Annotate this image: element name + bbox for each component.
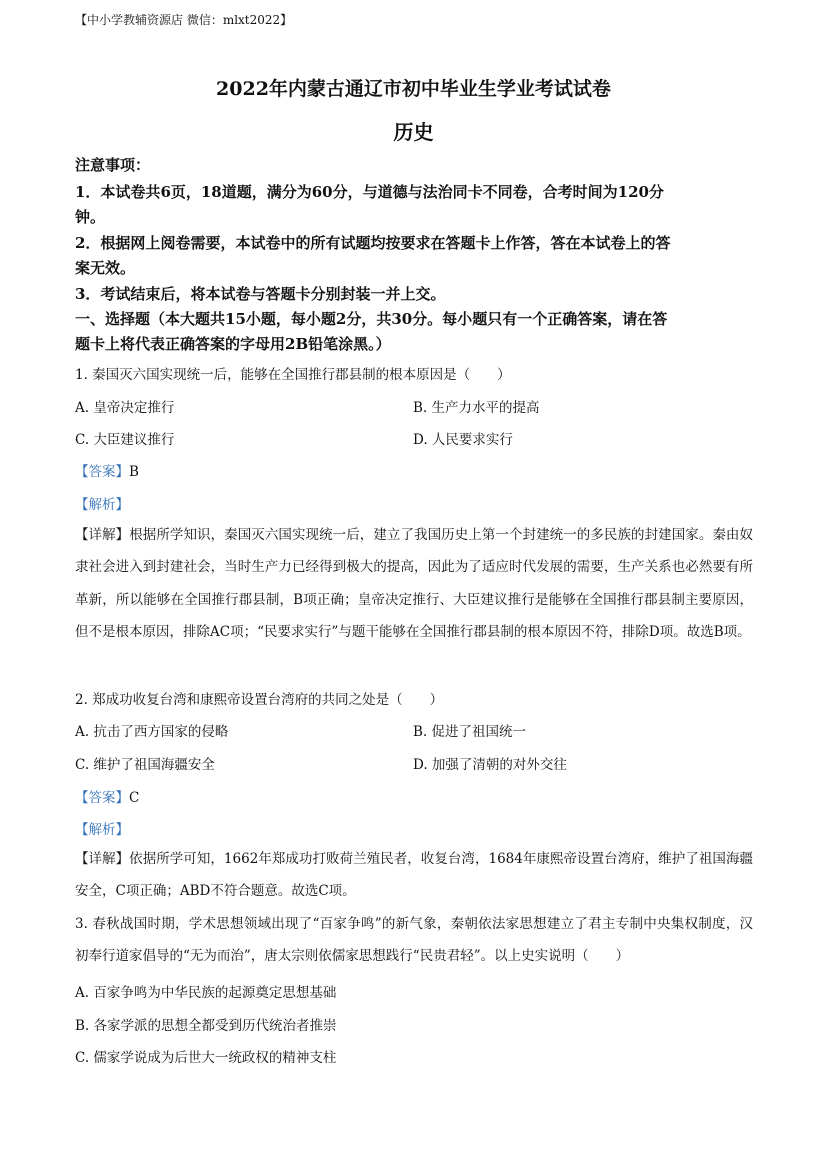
answer-label: 【答案】: [75, 790, 129, 806]
notice-heading: 注意事项：: [75, 156, 151, 174]
question-1-analysis-label: 【解析】: [75, 497, 129, 513]
question-2-option-a: A. 抗击了西方国家的侵略: [75, 724, 229, 740]
question-2-analysis-label: 【解析】: [75, 822, 129, 838]
notice-item: 2．根据网上阅卷需要，本试卷中的所有试题均按要求在答题卡上作答，答在本试卷上的答: [75, 234, 671, 252]
question-1-option-c: C. 大臣建议推行: [75, 432, 175, 448]
section-heading: 一、选择题（本大题共15小题，每小题2分，共30分。每小题只有一个正确答案，请在答: [75, 310, 668, 328]
notice-item: 1．本试卷共6页，18道题，满分为60分，与道德与法治同卡不同卷，合考时间为120分: [75, 183, 664, 201]
question-2-answer: [75, 786, 139, 806]
question-2-option-b: B. 促进了祖国统一: [413, 724, 527, 740]
question-2-option-d: D. 加强了清朝的对外交往: [413, 757, 567, 773]
question-2-stem: 2. 郑成功收复台湾和康熙帝设置台湾府的共同之处是（ ）: [75, 692, 444, 708]
answer-value: B: [129, 464, 139, 480]
question-1-option-d: D. 人民要求实行: [413, 432, 513, 448]
question-3-stem: 3. 春秋战国时期，学术思想领域出现了“百家争鸣”的新气象，秦朝依法家思想建立了君主专制中央集权制度，汉初奉行道家倡导的“无为而治”，唐太宗则依儒家思想践行“民贵君轻”。以上史实说明（ ）: [75, 916, 753, 965]
subject-title: 历史: [393, 120, 434, 144]
question-2-detail: 【详解】依据所学可知，1662年郑成功打败荷兰殖民者，收复台湾，1684年康熙帝设置台湾府，维护了祖国海疆安全，C项正确；ABD不符合题意。故选C项。: [75, 851, 753, 900]
exam-title: 2022年内蒙古通辽市初中毕业生学业考试试卷: [216, 78, 611, 100]
question-1-option-b: B. 生产力水平的提高: [413, 400, 540, 416]
answer-label: 【答案】: [75, 464, 129, 480]
question-3-option-b: B. 各家学派的思想全都受到历代统治者推崇: [75, 1018, 337, 1034]
header-source: 【中小学教辅资源店 微信：mlxt2022】: [75, 13, 293, 27]
question-1-detail: 【详解】根据所学知识，秦国灭六国实现统一后，建立了我国历史上第一个封建统一的多民族的封建国家。秦由奴隶社会进入到封建社会，当时生产力已经得到极大的提高，因此为了适应时代发展的需要，生产关系也必然要有所革新，所以能够在全国推行郡县制，B项正确；皇帝决定推行、大臣建议推行是能够在全国推行郡县制主要原因，但不是根本原因，排除AC项；“民要求实行”与题干能够在全国推行郡县制的根本原因不符，排除D项。故选B项。: [75, 527, 753, 641]
section-heading-cont: 题卡上将代表正确答案的字母用2B铅笔涂黑。）: [75, 335, 391, 353]
question-3-option-a: A. 百家争鸣为中华民族的起源奠定思想基础: [75, 985, 337, 1001]
question-1-stem: 1. 秦国灭六国实现统一后，能够在全国推行郡县制的根本原因是（ ）: [75, 367, 511, 383]
notice-item: 案无效。: [75, 259, 136, 277]
notice-item: 3．考试结束后，将本试卷与答题卡分别封装一并上交。: [75, 285, 446, 303]
question-2-option-c: C. 维护了祖国海疆安全: [75, 757, 215, 773]
answer-value: C: [129, 790, 140, 806]
question-3-option-c: C. 儒家学说成为后世大一统政权的精神支柱: [75, 1050, 337, 1066]
notice-item: 钟。: [75, 208, 106, 226]
question-1-answer: [75, 460, 139, 480]
question-1-option-a: A. 皇帝决定推行: [75, 400, 175, 416]
